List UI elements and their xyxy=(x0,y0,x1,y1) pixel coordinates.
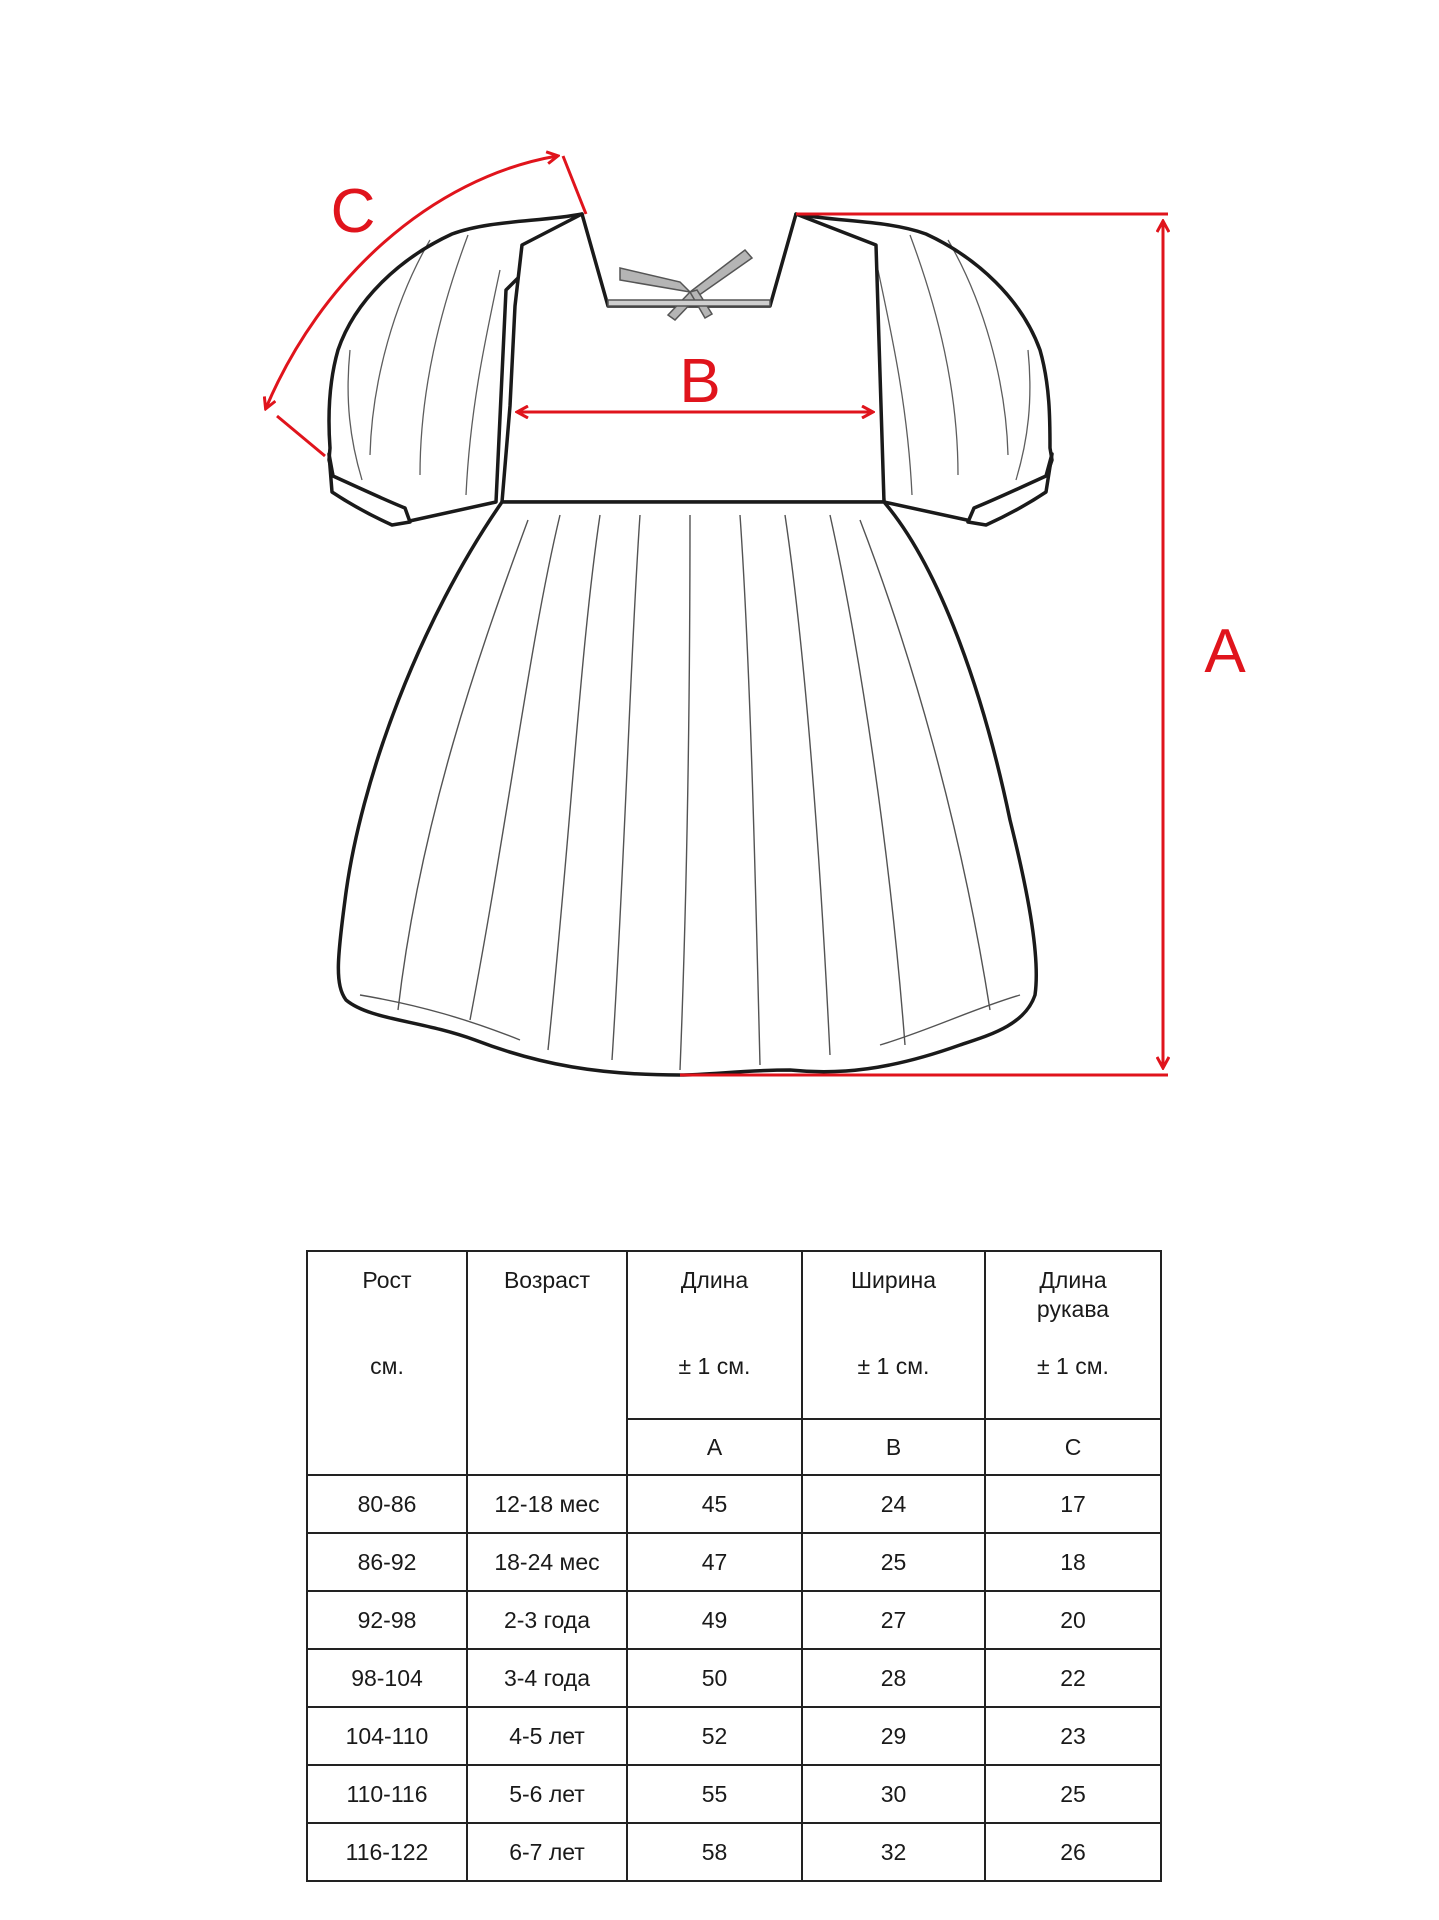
header-width-tolerance: ± 1 см. xyxy=(857,1353,930,1379)
table-row xyxy=(307,1591,1161,1649)
cell-height: 80-86 xyxy=(307,1475,467,1533)
header-sleeve-code: C xyxy=(985,1419,1161,1475)
header-length xyxy=(627,1251,802,1419)
header-height xyxy=(307,1251,467,1475)
cell-sleeve: 18 xyxy=(985,1533,1161,1591)
cell-sleeve: 20 xyxy=(985,1591,1161,1649)
cell-height: 116-122 xyxy=(307,1823,467,1881)
header-row xyxy=(307,1251,1161,1419)
size-table xyxy=(306,1250,1162,1882)
cell-width: 30 xyxy=(802,1765,985,1823)
cell-age: 3-4 года xyxy=(467,1649,627,1707)
header-age-title: Возраст xyxy=(503,1267,591,1293)
cell-height: 104-110 xyxy=(307,1707,467,1765)
header-sleeve-title-2: рукава xyxy=(1036,1296,1110,1322)
header-sleeve xyxy=(985,1251,1161,1419)
table-row xyxy=(307,1823,1161,1881)
header-sleeve-tolerance: ± 1 см. xyxy=(1037,1353,1109,1379)
cell-sleeve: 17 xyxy=(985,1475,1161,1533)
header-age xyxy=(467,1251,627,1475)
cell-width: 32 xyxy=(802,1823,985,1881)
cell-age: 2-3 года xyxy=(467,1591,627,1649)
header-width-code: B xyxy=(802,1419,985,1475)
header-height-title: Рост xyxy=(362,1267,412,1293)
cell-age: 6-7 лет xyxy=(467,1823,627,1881)
cell-length: 52 xyxy=(627,1707,802,1765)
header-length-code: A xyxy=(627,1419,802,1475)
cell-length: 45 xyxy=(627,1475,802,1533)
cell-age: 12-18 мес xyxy=(467,1475,627,1533)
cell-age: 18-24 мес xyxy=(467,1533,627,1591)
header-length-title: Длина xyxy=(680,1267,749,1293)
cell-age: 4-5 лет xyxy=(467,1707,627,1765)
header-width xyxy=(802,1251,985,1419)
cell-length: 49 xyxy=(627,1591,802,1649)
cell-height: 92-98 xyxy=(307,1591,467,1649)
cell-height: 86-92 xyxy=(307,1533,467,1591)
cell-width: 29 xyxy=(802,1707,985,1765)
cell-length: 50 xyxy=(627,1649,802,1707)
dimension-b-label: B xyxy=(679,347,721,416)
table-row xyxy=(307,1533,1161,1591)
cell-width: 28 xyxy=(802,1649,985,1707)
cell-width: 27 xyxy=(802,1591,985,1649)
table-row xyxy=(307,1649,1161,1707)
table-row xyxy=(307,1475,1161,1533)
cell-width: 25 xyxy=(802,1533,985,1591)
header-width-title: Ширина xyxy=(850,1267,937,1293)
dimension-c-label: C xyxy=(330,177,376,246)
cell-age: 5-6 лет xyxy=(467,1765,627,1823)
cell-length: 58 xyxy=(627,1823,802,1881)
table-row xyxy=(307,1765,1161,1823)
cell-sleeve: 25 xyxy=(985,1765,1161,1823)
dimension-a-label: A xyxy=(1204,617,1246,686)
cell-length: 47 xyxy=(627,1533,802,1591)
header-length-tolerance: ± 1 см. xyxy=(678,1353,751,1379)
header-height-unit: см. xyxy=(370,1353,404,1379)
cell-length: 55 xyxy=(627,1765,802,1823)
cell-sleeve: 23 xyxy=(985,1707,1161,1765)
dress-outline xyxy=(329,214,1052,1075)
cell-height: 98-104 xyxy=(307,1649,467,1707)
table-row xyxy=(307,1707,1161,1765)
cell-sleeve: 26 xyxy=(985,1823,1161,1881)
cell-sleeve: 22 xyxy=(985,1649,1161,1707)
cell-height: 110-116 xyxy=(307,1765,467,1823)
header-sleeve-title-1: Длина xyxy=(1039,1267,1107,1293)
cell-width: 24 xyxy=(802,1475,985,1533)
